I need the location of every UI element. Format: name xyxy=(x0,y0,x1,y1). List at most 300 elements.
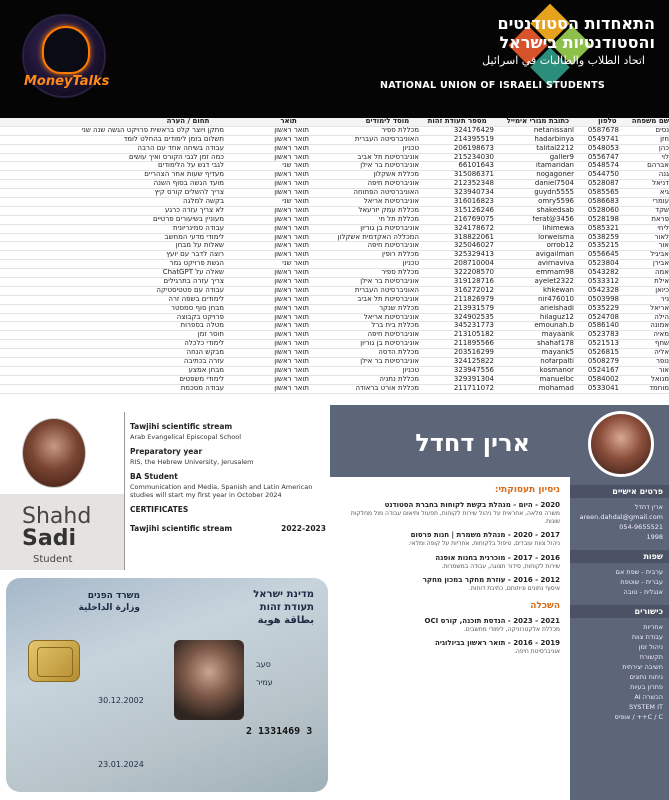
table-cell: 0584002 xyxy=(587,375,619,383)
section-title: BA Student xyxy=(130,472,178,481)
table-cell: itamaridan xyxy=(535,162,574,170)
table-cell: תואר ראשון xyxy=(274,251,309,259)
table-cell: emounah.b xyxy=(534,322,574,330)
entry-line: 2012 - 2016 - עוזרת מחקר במכון מחקר xyxy=(422,576,560,584)
table-cell: מועד הגשה בסוף השנה xyxy=(153,180,224,188)
table-cell: mohamad xyxy=(538,384,574,392)
table-row xyxy=(0,242,669,251)
table-cell: אליה xyxy=(654,349,669,357)
table-cell: מכללת ספיר xyxy=(381,126,419,134)
entry-line: 2016 - 2017 - מוכרנית בחנות אופנה xyxy=(435,553,560,562)
table-cell: תואר ראשון xyxy=(274,215,309,223)
table-row xyxy=(0,162,669,171)
table-cell: 203516299 xyxy=(453,349,494,357)
table-cell: תואר ראשון xyxy=(274,153,309,161)
table-cell: 0503998 xyxy=(587,295,619,303)
table-cell: תואר ראשון xyxy=(274,349,309,357)
table-cell: manuelbc xyxy=(539,375,574,383)
table-cell: בקשה למלגה xyxy=(183,198,224,206)
table-cell: 0543282 xyxy=(587,269,619,277)
table-row xyxy=(0,278,669,287)
table-cell: לימודים בשפה זרה xyxy=(168,295,224,303)
id-card-body xyxy=(6,578,328,792)
sidebar-section-title: פרטים אישיים xyxy=(570,485,669,498)
table-cell: תואר ראשון xyxy=(274,313,309,321)
table-cell: לימודי כלכלה xyxy=(184,340,224,348)
section-title: Tawjihi scientific stream xyxy=(130,422,233,431)
table-cell: avigailman xyxy=(535,251,574,259)
section-text: Communication and Media, Spanish and Latin American studies will start my first year in October 2024 xyxy=(130,483,313,499)
table-cell: תואר ראשון xyxy=(274,171,309,179)
table-cell: תואר ראשון xyxy=(274,278,309,286)
table-cell: טכניון xyxy=(402,366,419,374)
sidebar-item: אחריות xyxy=(643,623,663,631)
table-cell: אוניברסיטת חיפה xyxy=(367,242,419,250)
entry-text: משרה מלאה, אחראית על ניהול שירות לקוחות, תפעול ותיאום עבודה מול מחלקות שונות. xyxy=(350,510,560,525)
id-state-name: מדינת ישראל xyxy=(253,589,314,600)
table-cell: אוניברסיטת חיפה xyxy=(367,180,419,188)
table-cell: לימודי מדעי המחשב xyxy=(164,233,224,241)
table-cell: אוניברסיטת תל אביב xyxy=(357,153,419,161)
table-row xyxy=(0,251,669,260)
table-cell: orrob12 xyxy=(546,242,574,250)
moneytalks-logo xyxy=(22,14,110,98)
table-row xyxy=(0,198,669,207)
table-cell: עבודה בשיחה אחד עם הרבה xyxy=(137,144,224,152)
table-cell: מטלה בספרות xyxy=(180,322,224,330)
table-cell: מכללת שנקר xyxy=(379,304,419,312)
table-cell: שאלות על מבחן xyxy=(175,242,224,250)
table-cell: 0508279 xyxy=(587,358,619,366)
table-cell: אילת xyxy=(654,278,669,286)
table-row xyxy=(0,349,669,358)
table-cell: עבודה מסכמת xyxy=(180,384,224,392)
id-doc-title-arabic: بطاقة هوية xyxy=(257,615,314,626)
sidebar-item: ניהול זמן xyxy=(638,643,663,651)
table-cell: kosmanor xyxy=(539,366,574,374)
table-cell: 323940734 xyxy=(453,189,494,197)
table-cell: פרויקט בקבוצה xyxy=(176,313,224,321)
table-cell: מכללת אשקלון xyxy=(373,171,419,179)
table-cell: khkewan xyxy=(542,286,574,294)
table-cell: 0533041 xyxy=(587,384,619,392)
table-cell: lorweisma xyxy=(538,233,574,241)
table-cell: 208710004 xyxy=(453,260,494,268)
table-cell: תואר ראשון xyxy=(274,144,309,152)
table-cell: תואר ראשון xyxy=(274,233,309,241)
table-row xyxy=(0,376,669,385)
table-cell: לגבי דגש על הלימודים xyxy=(158,162,224,170)
entry-line: 2017 - 2020 - מנהלת משמרת | חנות פרסום xyxy=(410,531,560,539)
table-row xyxy=(0,234,669,243)
table-cell: 316016823 xyxy=(453,198,494,206)
table-cell: galler9 xyxy=(549,153,574,161)
table-cell: מוחמד xyxy=(649,384,669,392)
table-cell: צריך עזרה בתרגילים xyxy=(163,278,224,286)
cv-sidebar xyxy=(570,477,669,800)
id-doc-title: תעודת זהות xyxy=(259,602,314,613)
table-cell: 0528198 xyxy=(587,215,619,223)
table-cell: 215234030 xyxy=(453,153,494,161)
sidebar-item: עברית - שוטפת xyxy=(620,578,663,586)
table-cell: שקד xyxy=(655,206,669,214)
table-cell: האוניברסיטה הפתוחה xyxy=(353,189,419,197)
main-section-title: ניסיון תעסוקתי: xyxy=(494,485,560,495)
table-row xyxy=(0,385,669,394)
table-cell: אוניברסיטת בר אילן xyxy=(360,358,419,366)
cv-areen-dahdal xyxy=(330,405,669,800)
table-cell: מכללת הדסה xyxy=(378,349,419,357)
table-cell: 324125822 xyxy=(453,358,494,366)
table-cell: אוניברסיטת בר אילן xyxy=(360,162,419,170)
table-row xyxy=(0,216,669,225)
table-cell: 345231773 xyxy=(453,322,494,330)
nus-english-title: NATIONAL UNION OF ISRAELI STUDENTS xyxy=(380,80,606,91)
israeli-id-card xyxy=(0,570,330,800)
table-cell: תואר ראשון xyxy=(274,340,309,348)
table-row xyxy=(0,287,669,296)
table-cell: 0548574 xyxy=(587,162,619,170)
table-row xyxy=(0,296,669,305)
table-cell: טכניון xyxy=(402,260,419,268)
column-header: שם משפחה xyxy=(631,118,669,125)
table-row xyxy=(0,127,669,136)
entry-line: 2021 - 2023 - הנדסת תוכנה, קורס OCI xyxy=(424,616,560,625)
table-cell: 214395519 xyxy=(453,135,494,143)
table-cell: שחף xyxy=(654,340,669,348)
table-cell: תואר ראשון xyxy=(274,126,309,134)
table-cell: 0587678 xyxy=(587,126,619,134)
table-cell: אוניברסיטת תל אביב xyxy=(357,295,419,303)
section-title: Preparatory year xyxy=(130,447,203,456)
table-cell: מכללת נתניה xyxy=(379,375,419,383)
table-cell: תואר שני xyxy=(282,198,309,206)
table-cell: 0523804 xyxy=(587,260,619,268)
main-section-title: השכלה xyxy=(530,600,560,611)
table-cell: מבקש הנחה xyxy=(186,349,224,357)
table-cell: 329391304 xyxy=(453,375,494,383)
table-cell: תואר ראשון xyxy=(274,322,309,330)
table-cell: 213931579 xyxy=(453,304,494,312)
table-cell: מכללת ספיר xyxy=(381,269,419,277)
sidebar-item: 1998 xyxy=(646,533,663,541)
table-cell: hilaguz12 xyxy=(539,313,574,321)
table-cell: אבירן xyxy=(652,260,669,268)
table-cell: תואר ראשון xyxy=(274,286,309,294)
cv-main-column xyxy=(330,477,568,800)
table-body xyxy=(0,127,669,394)
table-cell: אור xyxy=(658,366,669,374)
entry-text: מכללת אלקטרוניקה, לימודי מחשבים. xyxy=(463,625,560,633)
table-cell: תואר ראשון xyxy=(274,304,309,312)
table-cell: לימודי משפטים xyxy=(179,375,224,383)
table-cell: תואר ראשון xyxy=(274,206,309,214)
table-cell: 206198673 xyxy=(453,144,494,152)
table-cell: 211895566 xyxy=(453,340,494,348)
table-cell: אביגיל xyxy=(650,251,669,259)
id-title-right xyxy=(253,588,314,627)
table-cell: תואר ראשון xyxy=(274,135,309,143)
table-cell: 0544750 xyxy=(587,171,619,179)
profile-photo xyxy=(22,418,86,488)
table-cell: 0548053 xyxy=(587,144,619,152)
table-cell: 66101643 xyxy=(458,162,494,170)
id-family-name: סעב xyxy=(256,660,271,669)
column-header: מספר תעודת זהות xyxy=(427,118,487,125)
table-cell: פראת xyxy=(651,215,669,223)
table-cell: תואר ראשון xyxy=(274,358,309,366)
table-cell: omry5596 xyxy=(538,198,574,206)
table-cell: nofarpalti xyxy=(540,358,574,366)
leaked-student-table xyxy=(0,118,669,412)
table-cell: 0585321 xyxy=(587,224,619,232)
table-cell: חוסר זמן xyxy=(197,331,224,339)
table-cell: מכללת תל חי xyxy=(378,215,419,223)
table-cell: 324176429 xyxy=(453,126,494,134)
entry-line: 2019 - 2016 - תואר ראשון בביולוגיה xyxy=(435,639,560,647)
last-name: Sadi xyxy=(22,526,76,551)
id-ministry-arabic: وزارة الداخلية xyxy=(78,603,140,613)
column-header: תחום / הערה xyxy=(166,118,210,125)
table-cell: 0528060 xyxy=(587,206,619,214)
table-cell: daniel7504 xyxy=(534,180,574,188)
table-cell: תואר ראשון xyxy=(274,366,309,374)
sidebar-item: פתרון בעיות xyxy=(630,683,663,691)
table-cell: מעדיף שעות אחר הצהריים xyxy=(144,171,224,179)
certificate-line xyxy=(130,524,326,533)
table-cell: mayank5 xyxy=(541,349,574,357)
table-cell: תואר ראשון xyxy=(274,269,309,277)
header-banner xyxy=(0,0,669,118)
table-cell: מכללת עמק יזרעאל xyxy=(358,206,419,214)
table-row xyxy=(0,225,669,234)
table-cell: 0521513 xyxy=(587,340,619,348)
role-label: Student xyxy=(33,554,73,565)
certificate-label: Tawjihi scientific stream xyxy=(130,524,233,533)
id-title-left xyxy=(30,590,140,614)
table-cell: emmam98 xyxy=(536,269,574,277)
table-cell: nir476010 xyxy=(538,295,574,303)
sidebar-item: areen.dahdal@gmail.com xyxy=(579,513,663,521)
table-row xyxy=(0,367,669,376)
table-cell: 0538259 xyxy=(587,233,619,241)
sidebar-item: C / C++ / אופיס xyxy=(614,713,663,721)
sidebar-item: 054-9655521 xyxy=(619,523,663,531)
table-cell: אוניברסיטת אריאל xyxy=(363,313,419,321)
table-cell: 315126246 xyxy=(453,206,494,214)
table-cell: אמה xyxy=(654,269,669,277)
table-cell: עומרי xyxy=(652,198,669,206)
table-row xyxy=(0,305,669,314)
table-cell: מנואל xyxy=(650,375,669,383)
table-cell: 0556747 xyxy=(587,153,619,161)
table-cell: 315086371 xyxy=(453,171,494,179)
table-cell: ayelet2322 xyxy=(534,278,574,286)
table-row xyxy=(0,260,669,269)
table-cell: אוניברסיטת בן גוריון xyxy=(360,340,419,348)
table-cell: talital2212 xyxy=(536,144,574,152)
table-row xyxy=(0,207,669,216)
table-cell: hadarbinya xyxy=(534,135,574,143)
table-cell: 0535215 xyxy=(587,242,619,250)
nus-hebrew-title xyxy=(395,14,655,52)
table-cell: תואר ראשון xyxy=(274,331,309,339)
table-cell: 216769075 xyxy=(453,215,494,223)
table-cell: מעוניין בשיעורים פרטיים xyxy=(153,215,224,223)
table-cell: לאור xyxy=(654,233,669,241)
cv-name: ארין דחדל xyxy=(415,429,530,457)
table-cell: מבחן סוף סמסטר xyxy=(171,304,224,312)
table-cell: ניר xyxy=(660,295,669,303)
id-issue-date: 30.12.2002 xyxy=(98,696,144,705)
table-cell: האוניברסיטה העברית xyxy=(354,286,419,294)
table-cell: עזרה בכתיבה xyxy=(183,358,224,366)
table-cell: 325046027 xyxy=(453,242,494,250)
id-portrait-photo xyxy=(174,640,244,720)
table-cell: 0556645 xyxy=(587,251,619,259)
entry-text: איסוף נתונים וניתוחם, כתיבת דוחות. xyxy=(468,585,560,592)
table-row xyxy=(0,136,669,145)
entry-text: שירות לקוחות, סידור תצוגה, עבודה במשמרות. xyxy=(441,562,560,570)
chip-icon xyxy=(28,640,80,682)
table-row xyxy=(0,145,669,154)
cv-education-column xyxy=(130,416,326,533)
table-cell: אוניברסיטת בן גוריון xyxy=(360,224,419,232)
table-cell: 0524708 xyxy=(587,313,619,321)
entry-line: 2020 - היום - מנהלת בקשת לקוחות בחברת הסטודנט xyxy=(384,501,560,509)
sidebar-item: SYSTEM IT xyxy=(629,703,663,711)
table-cell: 318822061 xyxy=(453,233,494,241)
table-cell: תואר שני xyxy=(282,260,309,268)
table-cell: נסים xyxy=(655,126,669,134)
table-cell: lihimewa xyxy=(542,224,574,232)
entry-text: ניהול צוות עובדים, טיפול בלקוחות, אחריות על קופה ומלאי. xyxy=(408,540,560,547)
table-cell: האוניברסיטה העברית xyxy=(354,135,419,143)
table-cell: מכללת אורט בראודה xyxy=(355,384,419,392)
column-header: טלפון xyxy=(598,118,617,125)
table-cell: netanissanl xyxy=(533,126,574,134)
table-cell: נופר xyxy=(655,358,669,366)
table-cell: מכללת בית ברל xyxy=(371,322,419,330)
table-cell: ferat@3456 xyxy=(532,215,574,223)
table-cell: תואר ראשון xyxy=(274,295,309,303)
section-text: RIS, the Hebrew University, Jerusalem xyxy=(130,458,254,466)
table-cell: 0533312 xyxy=(587,278,619,286)
table-cell: 0524167 xyxy=(587,366,619,374)
table-cell: 0586683 xyxy=(587,198,619,206)
certificates-title: CERTIFICATES xyxy=(130,505,189,514)
table-cell: הילה xyxy=(654,313,669,321)
sidebar-item: הכשרה AI xyxy=(634,693,663,701)
table-cell: shahaf178 xyxy=(537,340,574,348)
sidebar-item: תקשורת xyxy=(639,653,663,661)
table-cell: 0585565 xyxy=(587,189,619,197)
table-cell: אוניברסיטת חיפה xyxy=(367,331,419,339)
table-cell: 0523783 xyxy=(587,331,619,339)
certificate-years: 2022-2023 xyxy=(281,524,326,533)
table-cell: כהן xyxy=(658,144,669,152)
table-cell: אוניברסיטת אריאל xyxy=(363,198,419,206)
cv-shahd-sadi xyxy=(0,412,330,570)
table-cell: רוצה לדבר עם יועץ xyxy=(166,251,224,259)
table-cell: nogagoner xyxy=(536,171,574,179)
table-cell: אור xyxy=(658,242,669,250)
table-cell: 324178672 xyxy=(453,224,494,232)
table-row xyxy=(0,314,669,323)
table-header-row xyxy=(0,118,669,127)
section-text: Arab Evangelical Episcopal School xyxy=(130,433,242,441)
moneytalks-logo-text: MoneyTalks xyxy=(24,74,110,89)
nus-arabic-title: اتحاد الطلاب والطالبات في اسرائيل xyxy=(482,54,645,67)
table-cell: לא צריך עזרה כרגע xyxy=(164,206,224,214)
nus-hebrew-line-2: והסטודנטיות בישראל xyxy=(499,33,655,52)
table-cell: כמה זמן לגבי הקורס ואיך עושים xyxy=(128,153,224,161)
table-cell: 325329413 xyxy=(453,251,494,259)
table-cell: המכללה האקדמית אשקלון xyxy=(337,233,419,241)
table-row xyxy=(0,340,669,349)
table-cell: אברהם xyxy=(647,162,669,170)
sidebar-item: ארין דחדל xyxy=(634,503,663,511)
table-cell: גנה xyxy=(658,171,669,179)
table-cell: עבודה עם סטטיסטיקה xyxy=(156,286,224,294)
entry-text: אוניברסיטת חיפה. xyxy=(513,648,560,655)
table-cell: 316272012 xyxy=(453,286,494,294)
sidebar-item: ערבית - שפת אם xyxy=(615,568,663,576)
sidebar-item: חשיבה יצירתית xyxy=(622,663,663,671)
table-cell: 0542328 xyxy=(587,286,619,294)
sidebar-item: עבודת צוות xyxy=(631,633,663,641)
table-row xyxy=(0,358,669,367)
table-cell: ליחי xyxy=(657,224,669,232)
table-cell: תואר ראשון xyxy=(274,384,309,392)
table-cell: חזן xyxy=(660,135,669,143)
table-cell: תשלום בזמן לימודים בהחלט לומד xyxy=(123,135,224,143)
table-cell: 212352348 xyxy=(453,180,494,188)
table-row xyxy=(0,322,669,331)
table-row xyxy=(0,171,669,180)
table-cell: 0528087 xyxy=(587,180,619,188)
column-header: מוסד לימודים xyxy=(365,118,410,125)
sidebar-item: אנגלית - טובה xyxy=(623,588,663,596)
nus-hebrew-line-1: התאחדות הסטודנטים xyxy=(497,14,655,33)
table-cell: 319128716 xyxy=(453,278,494,286)
table-cell: 323947556 xyxy=(453,366,494,374)
table-cell: 0586140 xyxy=(587,322,619,330)
table-cell: טכניון xyxy=(402,144,419,152)
sidebar-section-title: כישורים xyxy=(570,605,669,618)
table-cell: שאלה על ChatGPT xyxy=(162,269,224,277)
table-cell: גיא xyxy=(659,189,669,197)
table-cell: דניאל xyxy=(652,180,669,188)
table-cell: תואר ראשון xyxy=(274,242,309,250)
hacker-hood-icon xyxy=(42,26,90,74)
table-cell: arielshadi xyxy=(539,304,574,312)
id-number: 2 1331469 3 xyxy=(246,726,313,737)
table-cell: תואר ראשון xyxy=(274,375,309,383)
sidebar-section-title: שפות xyxy=(570,550,669,563)
table-cell: אוניברסיטת בר אילן xyxy=(360,278,419,286)
table-cell: 211826979 xyxy=(453,295,494,303)
table-cell: מתקן ויוצר קלט בראשית פרויקט הגשה שנה שני xyxy=(81,126,224,134)
table-cell: shakedsab xyxy=(536,206,574,214)
column-header: תואר xyxy=(280,118,297,125)
table-cell: כיואן xyxy=(655,286,669,294)
id-ministry: משרד הפנים xyxy=(87,591,140,601)
table-row xyxy=(0,180,669,189)
table-cell: מבחן אמצע xyxy=(188,366,224,374)
table-cell: תואר ראשון xyxy=(274,180,309,188)
table-cell: תואר ראשון xyxy=(274,189,309,197)
